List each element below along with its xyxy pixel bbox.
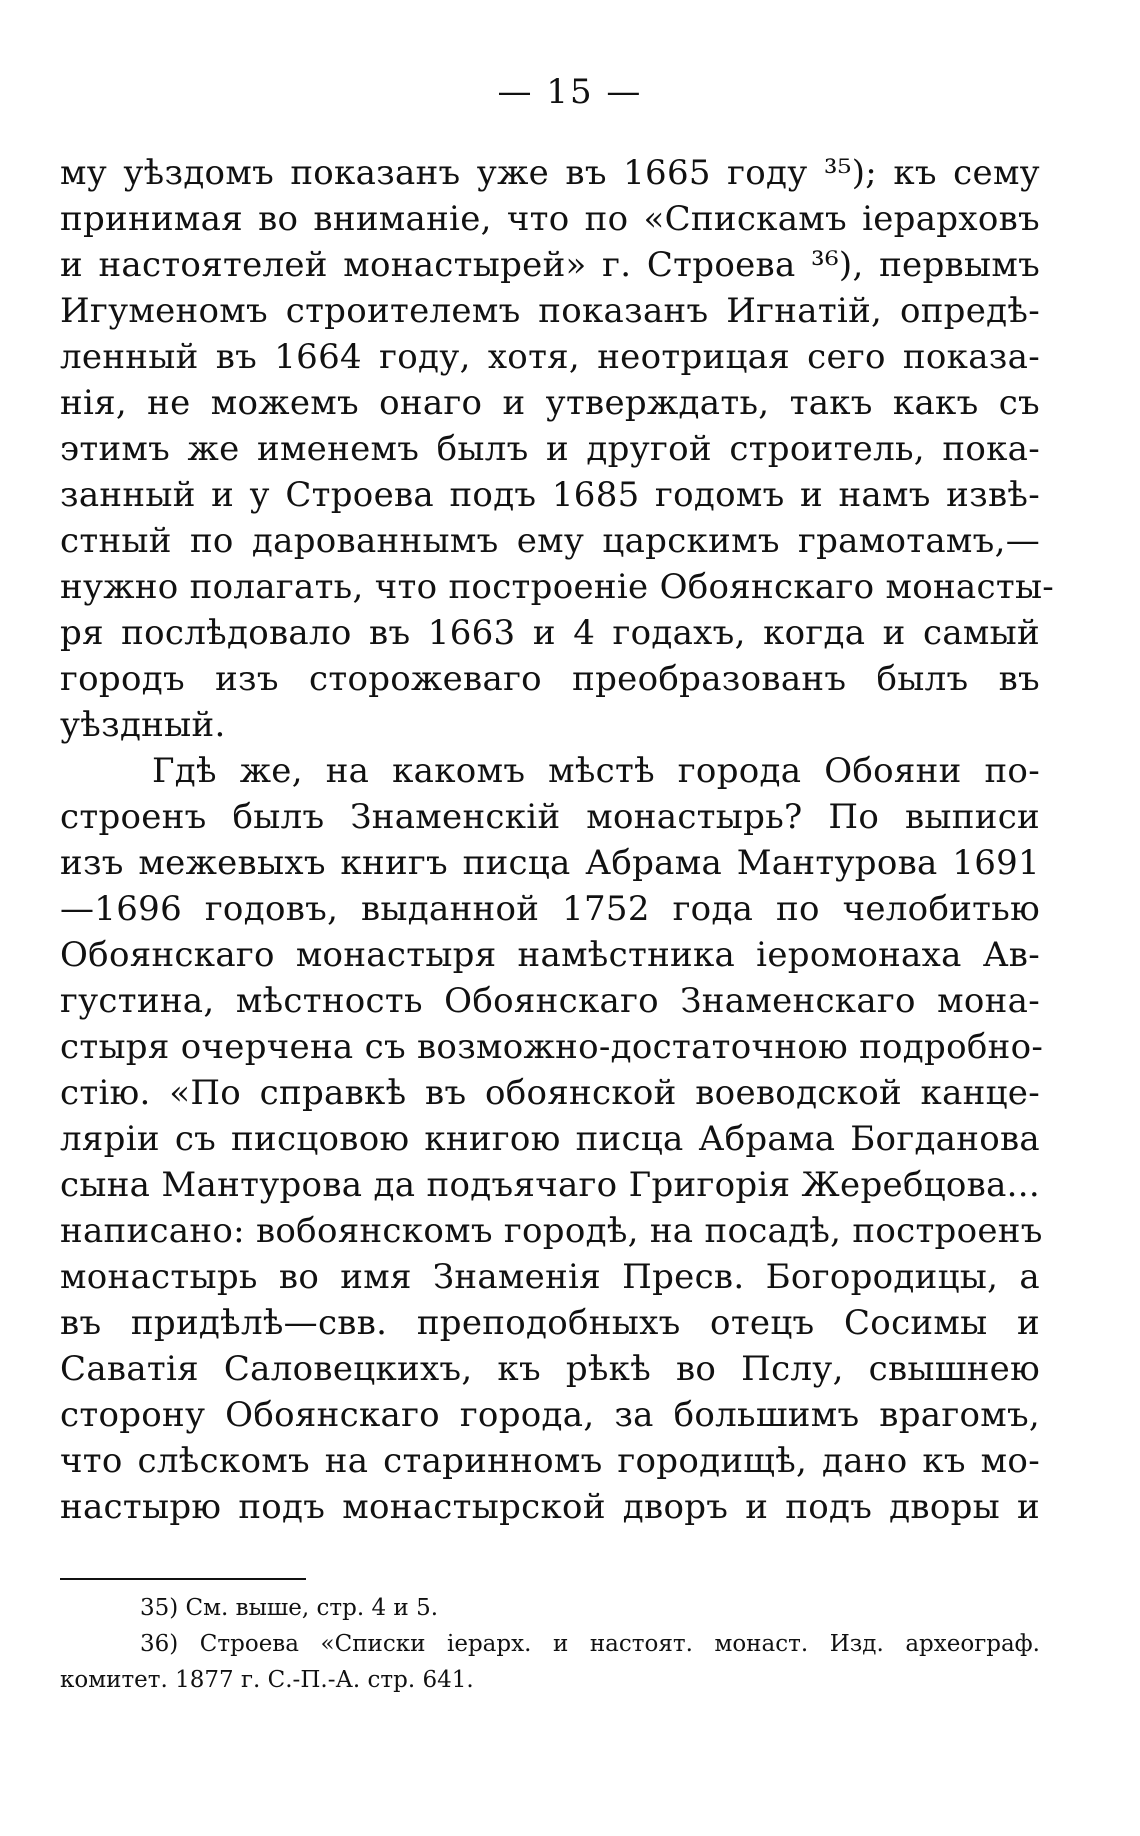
footnote-36: 36) Строева «Списки іерарх. и настоят. монаст. Изд. археограф. xyxy=(140,1631,1040,1657)
text-line: —1696 годовъ, выданной 1752 года по челобитью xyxy=(60,889,1040,929)
text-line: строенъ былъ Знаменскій монастырь? По выписи xyxy=(60,797,1040,837)
text-line: настырю подъ монастырской дворъ и подъ дворы и xyxy=(60,1487,1040,1527)
text-line: нія, не можемъ онаго и утверждать, такъ какъ съ xyxy=(60,383,1040,423)
text-line: что слѣскомъ на старинномъ городищѣ, дано къ мо- xyxy=(60,1441,1040,1481)
text-line: принимая во вниманіе, что по «Спискамъ іерарховъ xyxy=(60,199,1040,239)
text-line: стыря очерчена съ возможно-достаточною подробно- xyxy=(60,1027,1044,1067)
text-line: изъ межевыхъ книгъ писца Абрама Мантурова 1691 xyxy=(60,843,1040,883)
text-line: Обоянскаго монастыря намѣстника іеромонаха Ав- xyxy=(60,935,1040,975)
footnotes xyxy=(60,1590,1040,1698)
text-line: стный по дарованнымъ ему царскимъ грамотамъ,— xyxy=(60,521,1040,561)
text-line: Игуменомъ строителемъ показанъ Игнатій, опредѣ- xyxy=(60,291,1040,331)
text-line: густина, мѣстность Обоянскаго Знаменскаго мона- xyxy=(60,981,1040,1021)
text-line: написано: вобоянскомъ городѣ, на посадѣ, построенъ xyxy=(60,1211,1043,1251)
text-line: уѣздный. xyxy=(60,705,226,745)
text-line: сторону Обоянскаго города, за большимъ врагомъ, xyxy=(60,1395,1040,1435)
text-line: этимъ же именемъ былъ и другой строитель, пока- xyxy=(60,429,1040,469)
page-number: — 15 — xyxy=(497,72,643,112)
body-text xyxy=(60,150,1055,1530)
text-line: монастырь во имя Знаменія Пресв. Богородицы, а xyxy=(60,1257,1040,1297)
text-line: ря послѣдовало въ 1663 и 4 годахъ, когда и самый xyxy=(60,613,1040,653)
footnote-35: 35) См. выше, стр. 4 и 5. xyxy=(140,1595,439,1621)
text-line: ляріи съ писцовою книгою писца Абрама Богданова xyxy=(60,1119,1040,1159)
text-line: занный и у Строева подъ 1685 годомъ и намъ извѣ- xyxy=(60,475,1040,515)
text-line: сына Мантурова да подъячаго Григорія Жеребцова... xyxy=(60,1165,1040,1205)
footnote-divider xyxy=(60,1578,306,1580)
text-line: му уѣздомъ показанъ уже въ 1665 году ³⁵); къ сему xyxy=(60,153,1040,193)
text-line: и настоятелей монастырей» г. Строева ³⁶), первымъ xyxy=(60,245,1040,285)
text-line: Гдѣ же, на какомъ мѣстѣ города Обояни по- xyxy=(152,751,1040,791)
text-line: въ придѣлѣ—свв. преподобныхъ отецъ Сосимы и xyxy=(60,1303,1040,1343)
text-line: городъ изъ сторожеваго преобразованъ былъ въ xyxy=(60,659,1040,699)
footnote-36-continued: комитет. 1877 г. С.-П.-А. стр. 641. xyxy=(60,1667,474,1693)
text-line: стію. «По справкѣ въ обоянской воеводской канце- xyxy=(60,1073,1040,1113)
text-line: ленный въ 1664 году, хотя, неотрицая сего показа- xyxy=(60,337,1040,377)
text-line: Саватія Саловецкихъ, къ рѣкѣ во Пслу, свышнею xyxy=(60,1349,1040,1389)
text-line: нужно полагать, что построеніе Обоянскаго монасты- xyxy=(60,567,1055,607)
